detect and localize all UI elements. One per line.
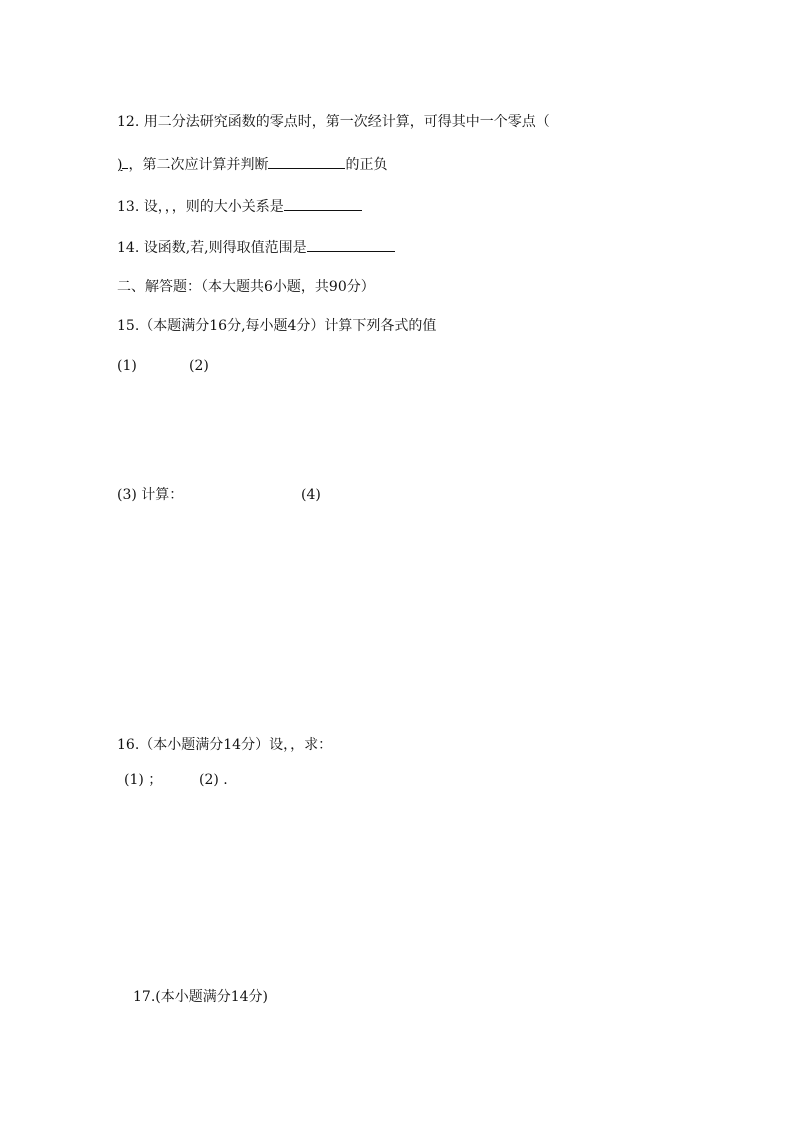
- q12-text-1: 12. 用二分法研究函数的零点时，第一次经计算，可得其中一个零点（: [117, 114, 550, 130]
- q14-line: [117, 236, 395, 258]
- q12-text-3: 的正负: [345, 157, 388, 173]
- q15-part2: [189, 356, 209, 376]
- q15-stem: [117, 316, 436, 336]
- q15-part1-label: (1): [117, 358, 137, 374]
- q12-text-2: ，第二次应计算并判断: [128, 157, 269, 173]
- q17-stem: [133, 987, 268, 1007]
- section2-heading: [117, 277, 375, 297]
- q14-blank: [307, 236, 395, 252]
- q12-close-paren: ): [117, 157, 123, 173]
- q12-blank-2: [268, 153, 345, 169]
- q15-part4: [301, 485, 321, 505]
- q15-part3: [117, 485, 183, 505]
- q15-part3-label: (3) 计算：: [117, 487, 184, 503]
- q12-line1: [117, 112, 550, 132]
- q15-stem-text: 15.（本题满分16分,每小题4分）计算下列各式的值: [117, 318, 437, 334]
- q17-stem-text: 17.(本小题满分14分): [133, 989, 269, 1005]
- q15-part4-label: (4): [301, 487, 321, 503]
- q15-part1: [117, 356, 137, 376]
- q16-part2-label: (2) .: [199, 772, 228, 788]
- q16-part2: [199, 770, 228, 790]
- q16-stem-text: 16.（本小题满分14分）设，，求：: [117, 737, 333, 753]
- q15-part2-label: (2): [189, 358, 209, 374]
- q13-blank: [284, 195, 362, 211]
- q16-part1: [124, 770, 162, 790]
- q14-text: 14. 设函数,若,则得取值范围是: [117, 240, 307, 256]
- q16-part1-label: (1) ；: [124, 772, 163, 788]
- q16-stem: [117, 735, 332, 755]
- q12-line2: [117, 153, 387, 175]
- section2-heading-text: 二、解答题：（本大题共6小题，共90分）: [117, 279, 375, 295]
- q13-text: 13. 设，，，则的大小关系是: [117, 199, 284, 215]
- q13-line: [117, 195, 362, 217]
